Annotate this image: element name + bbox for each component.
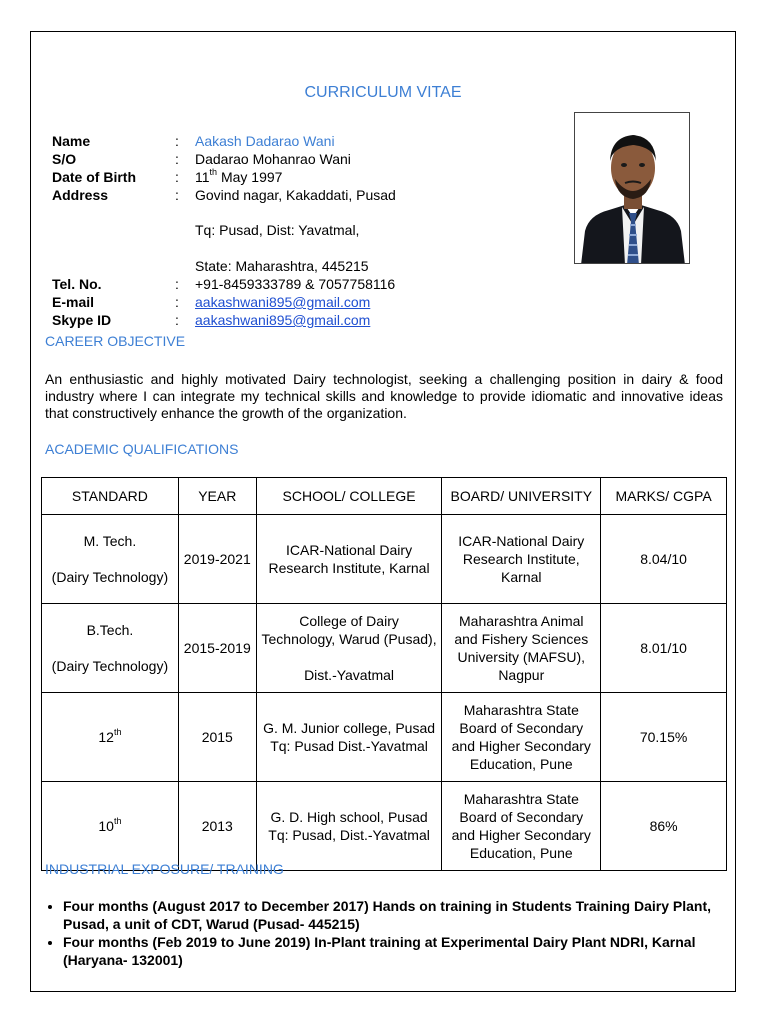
email-label: E-mail	[52, 294, 95, 310]
tel-label: Tel. No.	[52, 276, 102, 292]
address-row-2	[52, 221, 552, 239]
list-item: • Four months (August 2017 to December 2017) Hands on training in Students Training Dairy Plant, Pusad, a unit of CDT, Warud (Pusad- 445215)	[63, 897, 747, 933]
colon: :	[175, 187, 179, 203]
dob-row	[52, 168, 552, 186]
board-cell: ICAR-National Dairy Research Institute, Karnal	[442, 515, 601, 604]
column-header-marks: MARKS/ CGPA	[601, 478, 727, 515]
board-cell: Maharashtra State Board of Secondary and Higher Secondary Education, Pune	[442, 782, 601, 871]
skype-row	[52, 311, 552, 329]
address-line-1: Govind nagar, Kakaddati, Pusad	[195, 187, 396, 203]
school-name: College of Dairy Technology, Warud (Pusad),	[261, 613, 437, 647]
dob-suffix: th	[209, 167, 218, 178]
standard-degree: B.Tech.	[86, 622, 134, 638]
email-row	[52, 293, 552, 311]
standard-degree: M. Tech.	[83, 533, 137, 549]
marks-cell: 8.04/10	[601, 515, 727, 604]
colon: :	[175, 133, 179, 149]
so-value: Dadarao Mohanrao Wani	[195, 151, 351, 167]
column-header-school: SCHOOL/ COLLEGE	[256, 478, 442, 515]
list-item: • Four months (Feb 2019 to June 2019) In-Plant training at Experimental Dairy Plant NDRI, Karnal (Haryana- 132001)	[63, 933, 747, 969]
standard-suffix: th	[113, 816, 122, 827]
academic-heading: ACADEMIC QUALIFICATIONS	[45, 441, 239, 457]
school-cell: G. D. High school, Pusad Tq: Pusad, Dist.-Yavatmal	[256, 782, 442, 871]
address-line-2: Tq: Pusad, Dist: Yavatmal,	[195, 222, 360, 238]
dob-rest: May 1997	[217, 169, 283, 185]
name-row	[52, 132, 552, 150]
person-portrait-icon	[575, 113, 690, 264]
marks-cell: 70.15%	[601, 693, 727, 782]
tel-row	[52, 275, 552, 293]
tel-value: +91-8459333789 & 7057758116	[195, 276, 396, 292]
school-cell	[256, 604, 442, 693]
standard-cell	[42, 515, 179, 604]
table-row	[42, 693, 727, 782]
table-header-row	[42, 478, 727, 515]
colon: :	[175, 312, 179, 328]
year-cell: 2015-2019	[178, 604, 256, 693]
school-cell: G. M. Junior college, Pusad Tq: Pusad Dist.-Yavatmal	[256, 693, 442, 782]
dob-label: Date of Birth	[52, 169, 136, 185]
column-header-year: YEAR	[178, 478, 256, 515]
skype-link[interactable]: aakashwani895@gmail.com	[195, 312, 371, 328]
standard-number: 10	[98, 818, 114, 834]
email-link[interactable]: aakashwani895@gmail.com	[195, 294, 371, 310]
address-row	[52, 186, 552, 204]
training-list	[45, 897, 747, 969]
table-row	[42, 515, 727, 604]
board-cell: Maharashtra Animal and Fishery Sciences University (MAFSU), Nagpur	[442, 604, 601, 693]
academic-table	[41, 477, 727, 871]
column-header-standard: STANDARD	[42, 478, 179, 515]
colon: :	[175, 276, 179, 292]
dob-value	[195, 168, 282, 186]
school-district: Dist.-Yavatmal	[304, 667, 395, 683]
standard-cell	[42, 693, 179, 782]
standard-cell	[42, 604, 179, 693]
name-value: Aakash Dadarao Wani	[195, 133, 335, 149]
colon: :	[175, 151, 179, 167]
standard-suffix: th	[113, 727, 122, 738]
table-row	[42, 782, 727, 871]
table-row	[42, 604, 727, 693]
training-heading: INDUSTRIAL EXPOSURE/ TRAINING	[45, 861, 284, 877]
standard-specialization: (Dairy Technology)	[51, 658, 169, 674]
year-cell: 2015	[178, 693, 256, 782]
career-objective-heading: CAREER OBJECTIVE	[45, 333, 186, 349]
skype-label: Skype ID	[52, 312, 112, 328]
name-label: Name	[52, 133, 91, 149]
career-objective-text: An enthusiastic and highly motivated Dairy technologist, seeking a challenging position in dairy & food industry where I can integrate my technical skills and knowledge to provide idiomatic and innovative ideas that constructively enhance the growth of the organization.	[45, 371, 723, 421]
board-cell: Maharashtra State Board of Secondary and Higher Secondary Education, Pune	[442, 693, 601, 782]
year-cell: 2013	[178, 782, 256, 871]
standard-cell	[42, 782, 179, 871]
address-label: Address	[52, 187, 109, 203]
profile-photo	[574, 112, 690, 264]
so-row	[52, 150, 552, 168]
dob-day: 11	[195, 169, 210, 185]
colon: :	[175, 294, 179, 310]
address-row-3	[52, 257, 552, 275]
column-header-board: BOARD/ UNIVERSITY	[442, 478, 601, 515]
cv-page	[30, 31, 736, 992]
document-title: CURRICULUM VITAE	[304, 84, 462, 101]
marks-cell: 8.01/10	[601, 604, 727, 693]
marks-cell: 86%	[601, 782, 727, 871]
standard-number: 12	[98, 729, 114, 745]
school-cell: ICAR-National Dairy Research Institute, Karnal	[256, 515, 442, 604]
so-label: S/O	[52, 151, 77, 167]
year-cell: 2019-2021	[178, 515, 256, 604]
colon: :	[175, 169, 179, 185]
standard-specialization: (Dairy Technology)	[51, 569, 169, 585]
address-line-3: State: Maharashtra, 445215	[195, 258, 369, 274]
